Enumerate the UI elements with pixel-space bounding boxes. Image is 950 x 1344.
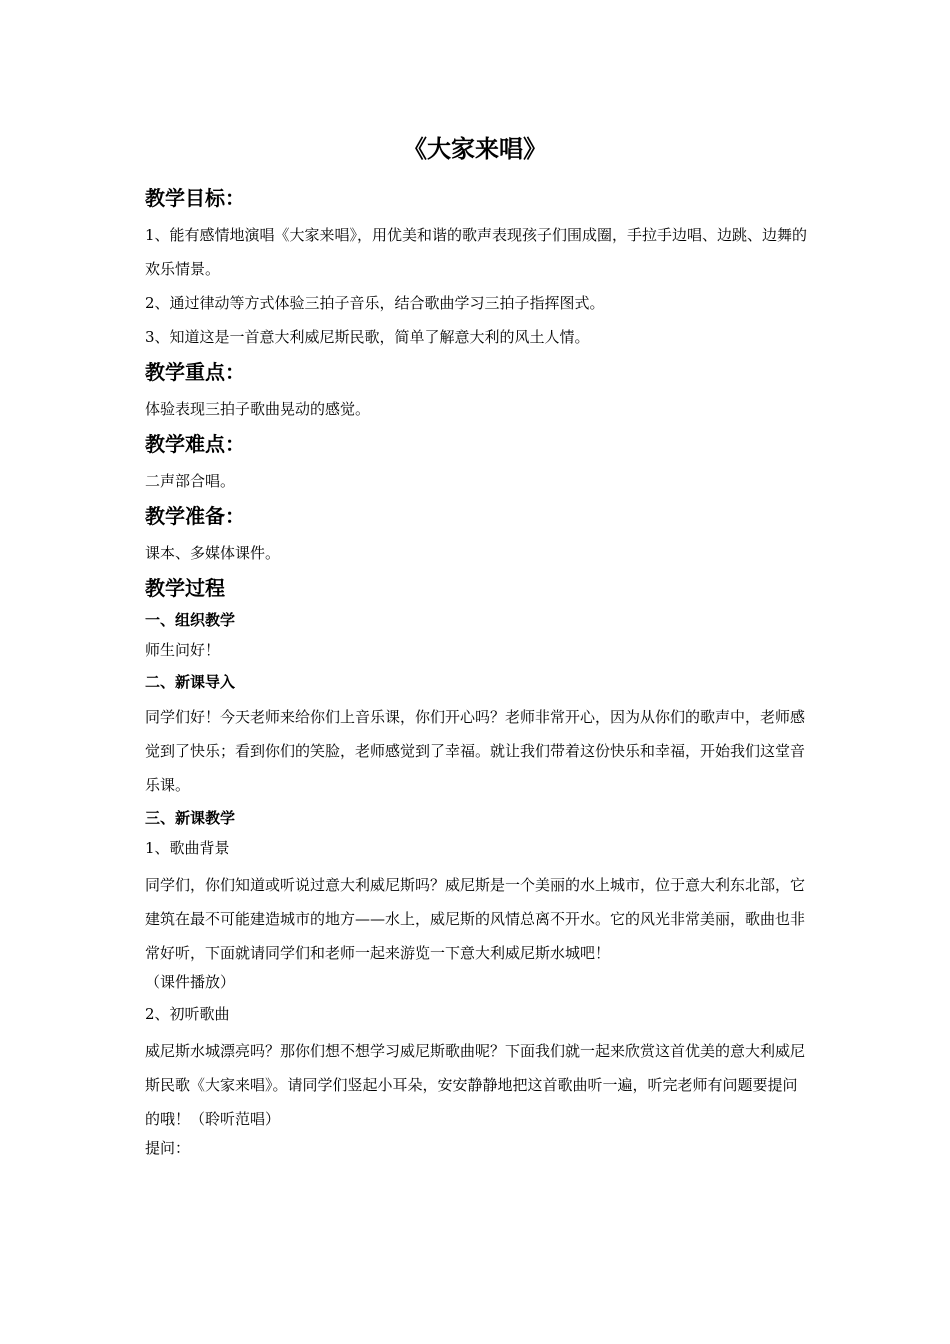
step3-heading: 三、新课教学 xyxy=(145,809,236,827)
step3-sub1-text: 同学们，你们知道或听说过意大利威尼斯吗？威尼斯是一个美丽的水上城市，位于意大利东北部，它建筑在最不可能建造城市的地方——水上，威尼斯的风情总离不开水。它的风光非常美丽，歌曲也非常好听，下面就请同学们和老师一起来游览一下意大利威尼斯水城吧！ xyxy=(145,876,806,962)
document-body xyxy=(145,184,810,1168)
preparation-text: 课本、多媒体课件。 xyxy=(145,544,281,562)
step1-heading: 一、组织教学 xyxy=(145,611,236,629)
step1-text: 师生问好！ xyxy=(145,641,221,659)
objectives-heading: 教学目标： xyxy=(145,186,245,210)
step3-sub1-note: （课件播放） xyxy=(145,973,236,991)
key-point-heading: 教学重点： xyxy=(145,360,245,384)
step3-sub2-question: 提问： xyxy=(145,1139,191,1157)
step3-sub2-text: 威尼斯水城漂亮吗？那你们想不想学习威尼斯歌曲呢？下面我们就一起来欣赏这首优美的意大利威尼斯民歌《大家来唱》。请同学们竖起小耳朵，安安静静地把这首歌曲听一遍，听完老师有问题要提问的哦！（聆听范唱） xyxy=(145,1042,806,1128)
step2-heading: 二、新课导入 xyxy=(145,673,236,691)
key-point-text: 体验表现三拍子歌曲晃动的感觉。 xyxy=(145,400,371,418)
step2-text: 同学们好！今天老师来给你们上音乐课，你们开心吗？老师非常开心，因为从你们的歌声中，老师感觉到了快乐；看到你们的笑脸，老师感觉到了幸福。就让我们带着这份快乐和幸福，开始我们这堂音乐课。 xyxy=(145,708,806,794)
step3-sub2-heading: 2、初听歌曲 xyxy=(145,1005,230,1023)
preparation-heading: 教学准备： xyxy=(145,504,245,528)
process-heading: 教学过程 xyxy=(145,576,225,600)
difficulty-text: 二声部合唱。 xyxy=(145,472,236,490)
objective-item-1: 1、能有感情地演唱《大家来唱》，用优美和谐的歌声表现孩子们围成圈，手拉手边唱、边跳、边舞的欢乐情景。 xyxy=(145,226,808,278)
step3-sub1-heading: 1、歌曲背景 xyxy=(145,839,230,857)
difficulty-heading: 教学难点： xyxy=(145,432,245,456)
document-title: 《大家来唱》 xyxy=(403,135,547,163)
objective-item-3: 3、知道这是一首意大利威尼斯民歌，简单了解意大利的风土人情。 xyxy=(145,328,590,346)
objective-item-2: 2、通过律动等方式体验三拍子音乐，结合歌曲学习三拍子指挥图式。 xyxy=(145,294,605,312)
